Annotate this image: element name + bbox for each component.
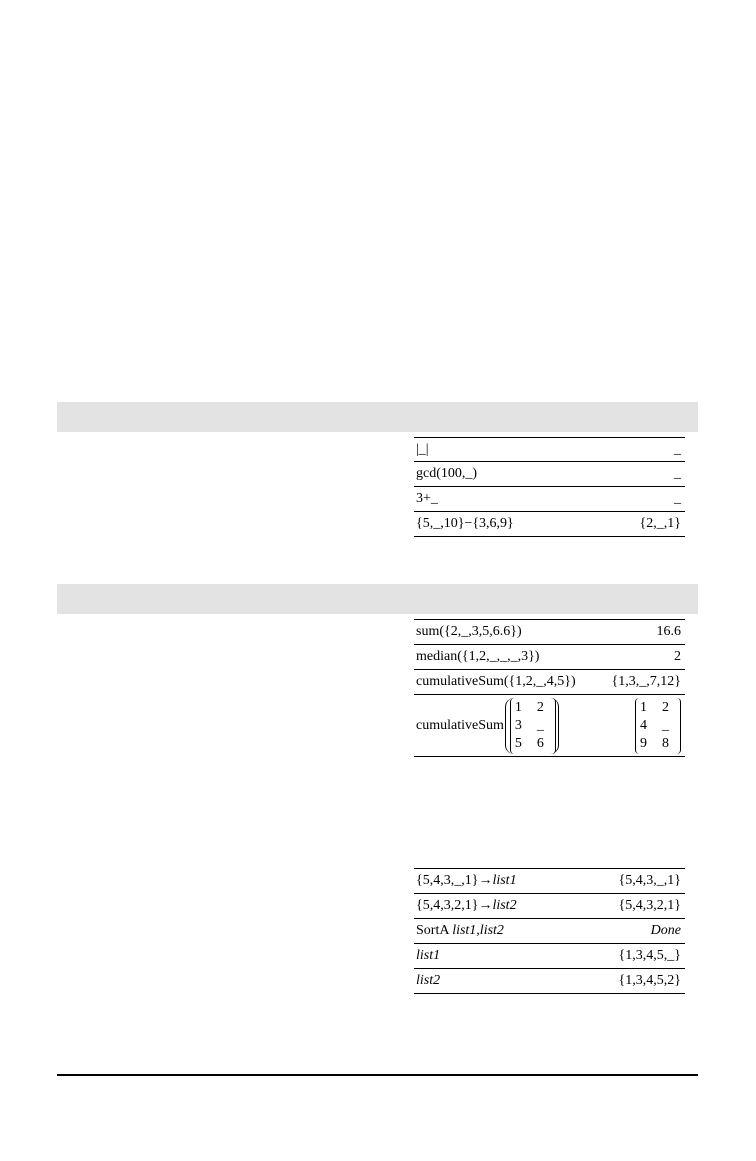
matrix-cell: 8 [662, 735, 669, 751]
table-row-matrix [414, 695, 685, 757]
table-row [414, 645, 685, 670]
row-output: {5,4,3,2,1} [618, 898, 681, 913]
row-output: _ [674, 491, 681, 506]
table-row [414, 969, 685, 994]
matrix-cell: 2 [662, 699, 669, 715]
page-bottom-rule [57, 1074, 698, 1076]
row-input: |_| [416, 441, 429, 457]
row-input: cumulativeSum({1,2,_,4,5}) [416, 674, 576, 689]
row-input [416, 898, 517, 914]
section-header-band-1 [57, 402, 698, 432]
output-matrix [635, 698, 681, 754]
row-input: median({1,2,_,_,_,3}) [416, 649, 540, 664]
store-arrow: → [478, 873, 493, 888]
matrix-cell: 6 [536, 735, 544, 751]
matrix-cell: 9 [640, 735, 647, 751]
row-output: _ [674, 466, 681, 481]
command-name: SortA [416, 923, 449, 938]
paren-group [505, 698, 559, 754]
matrix-cell: 5 [514, 735, 522, 751]
example-table-2 [414, 619, 685, 757]
example-table-3 [414, 868, 685, 994]
variable-name: list1 [492, 873, 517, 888]
table-row [414, 620, 685, 645]
row-output: _ [674, 441, 681, 457]
row-input: {5,_,10}−{3,6,9} [416, 516, 514, 531]
row-input: gcd(100,_) [416, 466, 478, 481]
table-row [414, 462, 685, 487]
input-matrix [510, 698, 556, 754]
table-row [414, 487, 685, 512]
row-input: sum({2,_,3,5,6.6}) [416, 624, 522, 639]
row-output [633, 698, 681, 754]
row-output: {1,3,4,5,_} [618, 948, 681, 963]
matrix-cell: 3 [514, 717, 522, 733]
matrix-cell: 4 [640, 717, 647, 733]
table-row [414, 869, 685, 894]
list-value: {5,4,3,_,1} [416, 873, 479, 888]
table-row [414, 944, 685, 969]
matrix-cell: 2 [536, 699, 544, 715]
row-output: 2 [674, 649, 681, 664]
row-output: {1,3,_,7,12} [611, 674, 681, 689]
row-input: list2 [416, 973, 441, 988]
row-output: Done [650, 923, 681, 938]
matrix-cell: _ [536, 717, 544, 733]
example-table-1 [414, 437, 685, 537]
row-input: list1 [416, 948, 441, 963]
command-args: list1,list2 [452, 923, 504, 938]
table-row [414, 919, 685, 944]
table-row [414, 438, 685, 462]
table-row [414, 894, 685, 919]
row-output: {5,4,3,_,1} [618, 873, 681, 888]
row-output: 16.6 [656, 624, 681, 639]
function-name: cumulativeSum [416, 717, 504, 733]
row-input [416, 923, 504, 939]
matrix-cell: 1 [640, 699, 647, 715]
row-output: {2,_,1} [639, 516, 681, 531]
matrix-cell: _ [662, 717, 669, 733]
store-arrow: → [478, 898, 493, 913]
list-value: {5,4,3,2,1} [416, 898, 479, 913]
variable-name: list2 [492, 898, 517, 913]
table-row [414, 670, 685, 695]
row-input [416, 873, 517, 889]
table-row [414, 512, 685, 537]
section-header-band-2 [57, 584, 698, 614]
row-output: {1,3,4,5,2} [618, 973, 681, 988]
matrix-cell: 1 [514, 699, 522, 715]
row-input: 3+_ [416, 491, 438, 506]
row-input [416, 698, 559, 754]
